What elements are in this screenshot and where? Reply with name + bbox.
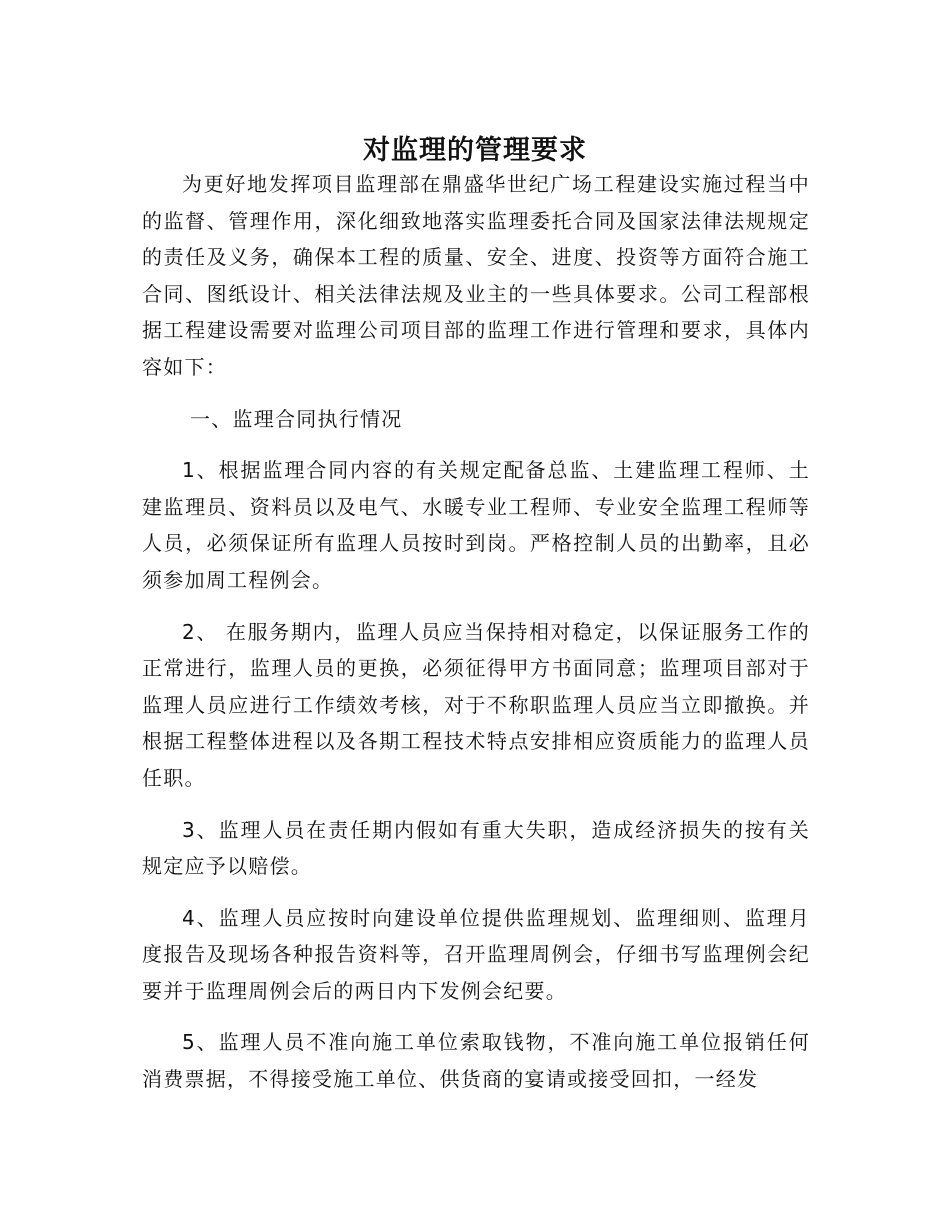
paragraph-item-4: 4、监理人员应按时向建设单位提供监理规划、监理细则、监理月度报告及现场各种报告资料等，召开监理周例会，仔细书写监理例会纪要并于监理周例会后的两日内下发例会纪要。 [142, 905, 810, 1003]
section-heading-1: 一、监理合同执行情况 [190, 406, 403, 431]
document-body [142, 166, 810, 1098]
paragraph-item-5: 5、监理人员不准向施工单位索取钱物，不准向施工单位报销任何消费票据，不得接受施工单位、供货商的宴请或接受回扣，一经发 [142, 1030, 810, 1092]
paragraph-item-2: 2、 在服务期内，监理人员应当保持相对稳定，以保证服务工作的正常进行，监理人员的更换，必须征得甲方书面同意；监理项目部对于监理人员应进行工作绩效考核，对于不称职监理人员应当立即撤换。并根据工程整体进程以及各期工程技术特点安排相应资质能力的监理人员任职。 [142, 619, 810, 790]
document-title: 对监理的管理要求 [363, 135, 587, 167]
paragraph-item-1: 1、根据监理合同内容的有关规定配备总监、土建监理工程师、土建监理员、资料员以及电气、水暖专业工程师、专业安全监理工程师等人员，必须保证所有监理人员按时到岗。严格控制人员的出勤率，且必须参加周工程例会。 [142, 458, 810, 592]
paragraph-item-3: 3、监理人员在责任期内假如有重大失职，造成经济损失的按有关规定应予以赔偿。 [142, 817, 810, 879]
paragraph-intro: 为更好地发挥项目监理部在鼎盛华世纪广场工程建设实施过程当中的监督、管理作用，深化细致地落实监理委托合同及国家法律法规规定的责任及义务，确保本工程的质量、安全、进度、投资等方面符合施工合同、图纸设计、相关法律法规及业主的一些具体要求。公司工程部根据工程建设需要对监理公司项目部的监理工作进行管理和要求，具体内容如下： [142, 172, 810, 379]
